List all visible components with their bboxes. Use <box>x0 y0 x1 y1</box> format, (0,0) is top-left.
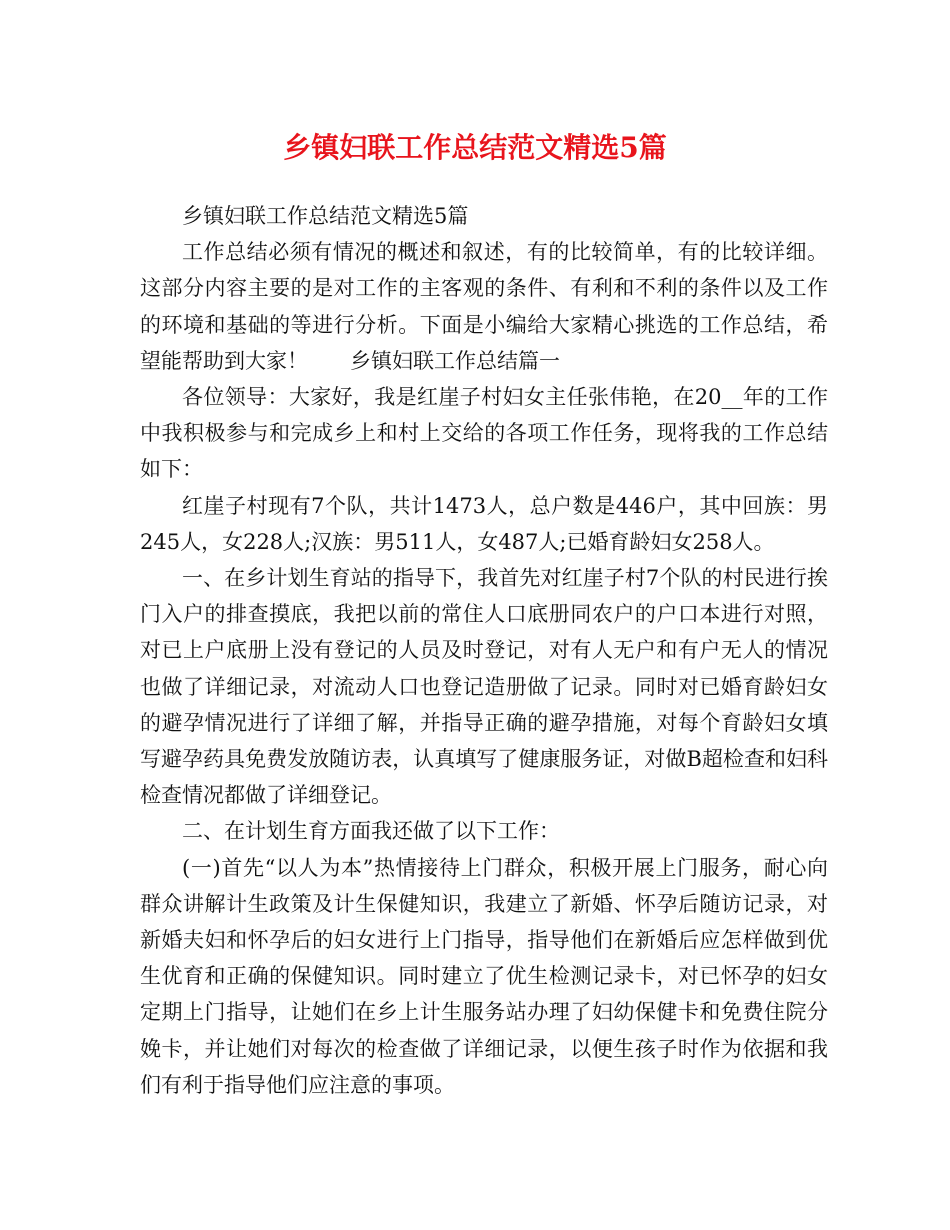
document-title: 乡镇妇联工作总结范文精选5篇 <box>283 131 667 164</box>
paragraph-subtitle: 乡镇妇联工作总结范文精选5篇 <box>182 204 469 228</box>
paragraph-population: 红崖子村现有7个队，共计1473人，总户数是446户，其中回族：男245人，女228人;汉族：男511人，女487人;已婚育龄妇女258人。 <box>140 493 828 554</box>
paragraph-greeting: 各位领导：大家好，我是红崖子村妇女主任张伟艳，在20__年的工作中我积极参与和完成乡上和村上交给的各项工作任务，现将我的工作总结如下： <box>140 385 828 482</box>
paragraph-section-two-heading: 二、在计划生育方面我还做了以下工作： <box>182 819 560 844</box>
document-body <box>140 198 828 1103</box>
paragraph-section-one: 一、在乡计划生育站的指导下，我首先对红崖子村7个队的村民进行挨门入户的排查摸底，我把以前的常住人口底册同农户的户口本进行对照，对已上户底册上没有登记的人员及时登记，对有人无户和有户无人的情况也做了详细记录，对流动人口也登记造册做了记录。同时对已婚育龄妇女的避孕情况进行了详细了解，并指导正确的避孕措施，对每个育龄妇女填写避孕药具免费发放随访表，认真填写了健康服务证，对做B超检查和妇科检查情况都做了详细登记。 <box>140 566 828 808</box>
paragraph-intro: 工作总结必须有情况的概述和叙述，有的比较简单，有的比较详细。这部分内容主要的是对工作的主客观的条件、有利和不利的条件以及工作的环境和基础的等进行分析。下面是小编给大家精心挑选的工作总结，希望能帮助到大家！ 乡镇妇联工作总结篇一 <box>140 240 828 373</box>
paragraph-section-two-item-one: (一)首先“以人为本”热情接待上门群众，积极开展上门服务，耐心向群众讲解计生政策及计生保健知识，我建立了新婚、怀孕后随访记录，对新婚夫妇和怀孕后的妇女进行上门指导，指导他们在新婚后应怎样做到优生优育和正确的保健知识。同时建立了优生检测记录卡，对已怀孕的妇女定期上门指导，让她们在乡上计生服务站办理了妇幼保健卡和免费住院分娩卡，并让她们对每次的检查做了详细记录，以便生孩子时作为依据和我们有利于指导他们应注意的事项。 <box>140 855 828 1097</box>
